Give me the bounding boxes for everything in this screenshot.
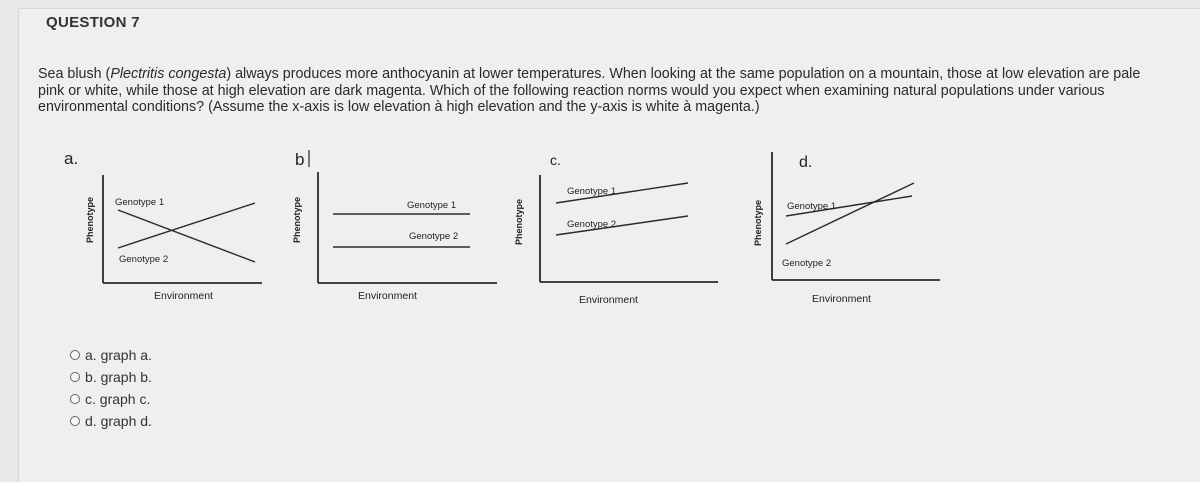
graph-d-letter: d. [799, 154, 813, 171]
option-a-label: a. graph a. [85, 347, 152, 363]
answer-options [70, 344, 152, 432]
option-d[interactable] [70, 410, 152, 432]
option-c[interactable] [70, 388, 152, 410]
graph-b-genotype-2-label: Genotype 2 [409, 231, 459, 242]
graph-a-x-label: Environment [154, 290, 213, 302]
question-text-part-1: Sea blush ( [38, 66, 111, 82]
question-text-part-2: ) always produces more anthocyanin at lower temperatures. When looking at the same population on a mountain, those at low elevation are pale pink or white, while those at high elevation are dark magenta. Which of the following reaction norms would you expect when examining natural populations under various environmental conditions? (Assume the x-axis is low elevation à high elevation and the y-axis is white à magenta.) [38, 66, 1141, 115]
graph-d-genotype-2-label: Genotype 2 [782, 258, 832, 269]
graph-d-genotype-1-label: Genotype 1 [787, 201, 837, 212]
graph-a-y-label: Phenotype [85, 196, 95, 243]
graph-c-x-label: Environment [579, 294, 638, 306]
graph-b [292, 150, 497, 302]
graph-c-letter: c. [550, 152, 561, 168]
graph-a-genotype-2-line [118, 203, 255, 248]
option-a-radio[interactable] [70, 350, 80, 360]
graph-d-x-label: Environment [812, 293, 871, 305]
graph-d [753, 152, 940, 305]
option-b-label: b. graph b. [85, 369, 152, 385]
graph-b-genotype-1-label: Genotype 1 [407, 200, 457, 211]
species-name: Plectritis congesta [110, 66, 227, 82]
graph-b-x-label: Environment [358, 290, 417, 302]
graph-c-genotype-1-label: Genotype 1 [567, 186, 617, 197]
option-b[interactable] [70, 366, 152, 388]
option-a[interactable] [70, 344, 152, 366]
graph-b-letter: b [295, 150, 305, 169]
graph-a [64, 149, 262, 302]
option-c-label: c. graph c. [85, 391, 151, 407]
option-c-radio[interactable] [70, 394, 80, 404]
graph-b-y-label: Phenotype [292, 196, 302, 243]
graph-c-y-label: Phenotype [514, 198, 524, 245]
graph-d-y-label: Phenotype [753, 199, 763, 246]
option-d-radio[interactable] [70, 416, 80, 426]
question-title: QUESTION 7 [46, 14, 140, 31]
option-b-radio[interactable] [70, 372, 80, 382]
graph-c [514, 152, 718, 306]
graph-a-letter: a. [64, 149, 79, 168]
graph-c-genotype-2-label: Genotype 2 [567, 219, 617, 230]
option-d-label: d. graph d. [85, 413, 152, 429]
graph-a-genotype-2-label: Genotype 2 [119, 254, 169, 265]
graph-a-genotype-1-label: Genotype 1 [115, 197, 165, 208]
